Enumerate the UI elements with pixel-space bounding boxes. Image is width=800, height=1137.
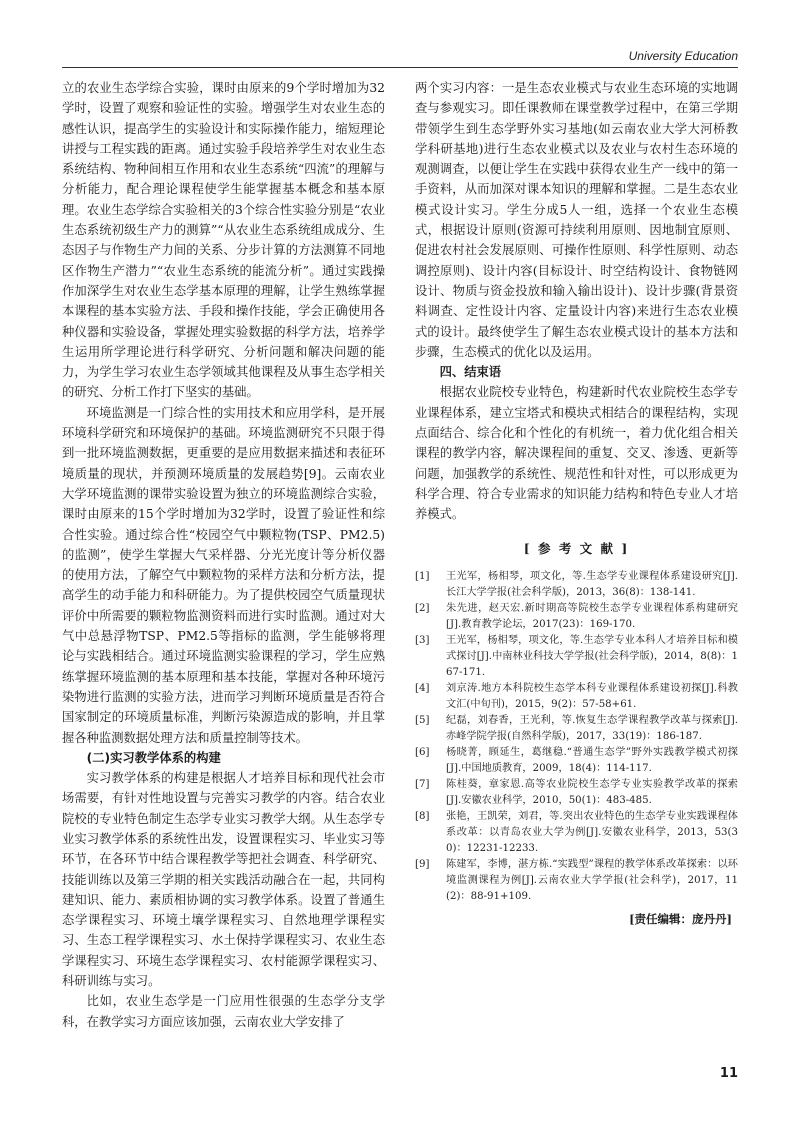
reference-text: 纪磊，刘春香，王光利，等.恢复生态学课程教学改革与探索[J].赤峰学院学报(自然科学版)，2017，33(19)：186-187.	[446, 714, 738, 742]
body-paragraph: 两个实习内容：一是生态农业模式与农业生态环境的实地调查与参观实习。即任课教师在课堂教学过程中，在第三学期带领学生到生态学野外实习基地(如云南农业大学大河桥教学科研基地)进行生态农业模式以及农业与农村生态环境的观测调查，以便让学生在实践中获得农业生产一线中的第一手资料，从而加深对课本知识的理解和掌握。二是生态农业模式设计实习。学生分成5人一组，选择一个农业生态模式，根据设计原则(资源可持续利用原则、因地制宜原则、促进农村社会发展原则、可操作性原则、科学性原则、动态调控原则)、设计内容(目标设计、时空结构设计、食物链网设计、物质与资金投放和输入输出设计)、设计步骤(背景资料调查、定性设计内容、定量设计内容)来进行生态农业模式的设计。最终使学生了解生态农业模式设计的基本方法和步骤，生态模式的优化以及运用。	[415, 81, 738, 359]
reference-text: 陈建军，李博，湛方栋.“实践型”课程的教学体系改革探索：以环境监测课程为例[J].云南农业大学学报(社会科学)，2017，11(2)：88-91+109.	[446, 858, 738, 902]
reference-item	[415, 713, 738, 745]
reference-item	[415, 857, 738, 905]
references-title: [ 参 考 文 献 ]	[523, 540, 630, 556]
reference-item	[415, 809, 738, 857]
reference-text: 朱先进，赵天宏.新时期高等院校生态学专业课程体系构建研究[J].教育教学论坛，2017(23)：169-170.	[446, 602, 738, 630]
reference-text: 张艳，王凯荣，刘君，等.突出农业特色的生态学专业实践课程体系改革：以青岛农业大学为例[J].安徽农业科学，2013，53(30)：12231-12233.	[446, 810, 738, 854]
reference-item	[415, 745, 738, 777]
body-paragraph: 比如，农业生态学是一门应用性很强的生态学分支学科，在教学实习方面应该加强，云南农业大学安排了	[62, 994, 385, 1029]
responsible-editor: [责任编辑：庞丹丹]	[629, 911, 732, 926]
reference-number: [8]	[415, 810, 430, 822]
body-paragraph: 环境监测是一门综合性的实用技术和应用学科，是开展环境科学研究和环境保护的基础。环境监测研究不只限于得到一批环境监测数据，更重要的是应用数据来描述和表征环境质量的现状，并预测环境质量的发展趋势[9]。云南农业大学环境监测的课带实验设置为独立的环境监测综合实验，课时由原来的15个学时增加为32学时，设置了验证性和综合性实验。通过综合性“校园空气中颗粒物(TSP、PM2.5)的监测”，使学生掌握大气采样器、分光光度计等分析仪器的使用方法，了解空气中颗粒物的采样方法和分析方法，提高学生的动手能力和科研能力。为了提供校园空气质量现状评价中所需要的颗粒物监测资料而进行实时监测。通过对大气中总悬浮物TSP、PM2.5等指标的监测，学生能够将理论与实践相结合。通过环境监测实验课程的学习，学生应熟练掌握环境监测的基本原理和基本技能，掌握对各种环境污染物进行监测的实验方法，进而学习判断环境质量是否符合国家制定的环境质量标准，判断污染源造成的影响，并且掌握各种监测数据处理方法和质量控制等技术。	[62, 405, 385, 745]
reference-number: [4]	[415, 682, 430, 694]
reference-item	[415, 633, 738, 681]
reference-number: [5]	[415, 714, 430, 726]
reference-text: 王光军，杨相琴，项文化，等.生态学专业课程体系建设研究[J].长江大学学报(社会科学版)，2013，36(8)：138-141.	[446, 570, 738, 598]
reference-item	[415, 777, 738, 809]
header-rule	[62, 67, 738, 68]
page-number: 11	[719, 1066, 738, 1081]
reference-number: [2]	[415, 602, 430, 614]
reference-number: [1]	[415, 570, 430, 582]
reference-number: [9]	[415, 858, 430, 870]
body-paragraph: 根据农业院校专业特色，构建新时代农业院校生态学专业课程体系，建立宝塔式和模块式相结合的课程结构，实现点面结合、综合化和个性化的有机统一，着力优化组合相关课程的教学内容，解决课程间的重复、交叉、渗透、更新等问题，加强教学的系统性、规范性和针对性，可以形成更为科学合理、符合专业需求的知识能力结构和特色专业人才培养模式。	[415, 385, 738, 522]
right-column	[415, 78, 738, 927]
reference-item	[415, 601, 738, 633]
reference-number: [3]	[415, 634, 430, 646]
reference-text: 刘京涛.地方本科院校生态学本科专业课程体系建设初探[J].科教文汇(中旬刊)，2015，9(2)：57-58+61.	[446, 682, 738, 710]
reference-text: 陈桂葵，章家恩.高等农业院校生态学专业实验教学改革的探索[J].安徽农业科学，2010，50(1)：483-485.	[446, 778, 738, 806]
reference-number: [7]	[415, 778, 430, 790]
reference-number: [6]	[415, 746, 430, 758]
reference-item	[415, 681, 738, 713]
reference-text: 王光军，杨相琴，项文化，等.生态学专业本科人才培养目标和模式探讨[J].中南林业科技大学学报(社会科学版)，2014，8(8)：167-171.	[446, 634, 738, 678]
section-heading: 四、结束语	[439, 365, 502, 380]
journal-title: University Education	[628, 49, 738, 63]
body-paragraph: 立的农业生态学综合实验，课时由原来的9个学时增加为32学时，设置了观察和验证性的实验。增强学生对农业生态的感性认识，提高学生的实验设计和实际操作能力，缩短理论讲授与工程实践的距离。通过实验手段培养学生对农业生态系统结构、物种间相互作用和农业生态系统“四流”的理解与分析能力，配合理论课程使学生能掌握基本概念和基本原理。农业生态学综合实验相关的3个综合性实验分别是“农业生态系统初级生产力的测算”“从农业生态系统组成成分、生态因子与作物生产力间的关系、分步计算的方法测算不同地区作物生产潜力”“农业生态系统的能流分析”。通过实践操作加深学生对农业生态学基本原理的理解，让学生熟练掌握本课程的基本实验方法、手段和操作技能，学会正确使用各种仪器和实验设备，掌握处理实验数据的科学方法，培养学生运用所学理论进行科学研究、分析问题和解决问题的能力，为学生学习农业生态学领域其他课程及从事生态学相关的研究、分析工作打下坚实的基础。	[62, 81, 385, 400]
left-column	[62, 78, 385, 1032]
section-heading: (二)实习教学体系的构建	[86, 750, 221, 765]
reference-list	[415, 569, 738, 905]
body-paragraph: 实习教学体系的构建是根据人才培养目标和现代社会市场需要，有针对性地设置与完善实习教学的内容。结合农业院校的专业特色制定生态学专业实习教学大纲。从生态学专业实习教学体系的系统性出发，设置课程实习、毕业实习等环节，在各环节中结合课程教学等把社会调查、科学研究、技能训练以及第三学期的相关实践活动融合在一起，共同构建知识、能力、素质相协调的实习教学体系。设置了普通生态学课程实习、环境土壤学课程实习、自然地理学课程实习、生态工程学课程实习、水土保持学课程实习、农业生态学课程实习、环境生态学课程实习、农村能源学课程实习、科研训练与实习。	[62, 771, 385, 989]
reference-text: 杨晓菁，顾延生，葛继稳.“普通生态学”野外实践教学模式初探[J].中国地质教育，2009，18(4)：114-117.	[446, 746, 738, 774]
reference-item	[415, 569, 738, 601]
